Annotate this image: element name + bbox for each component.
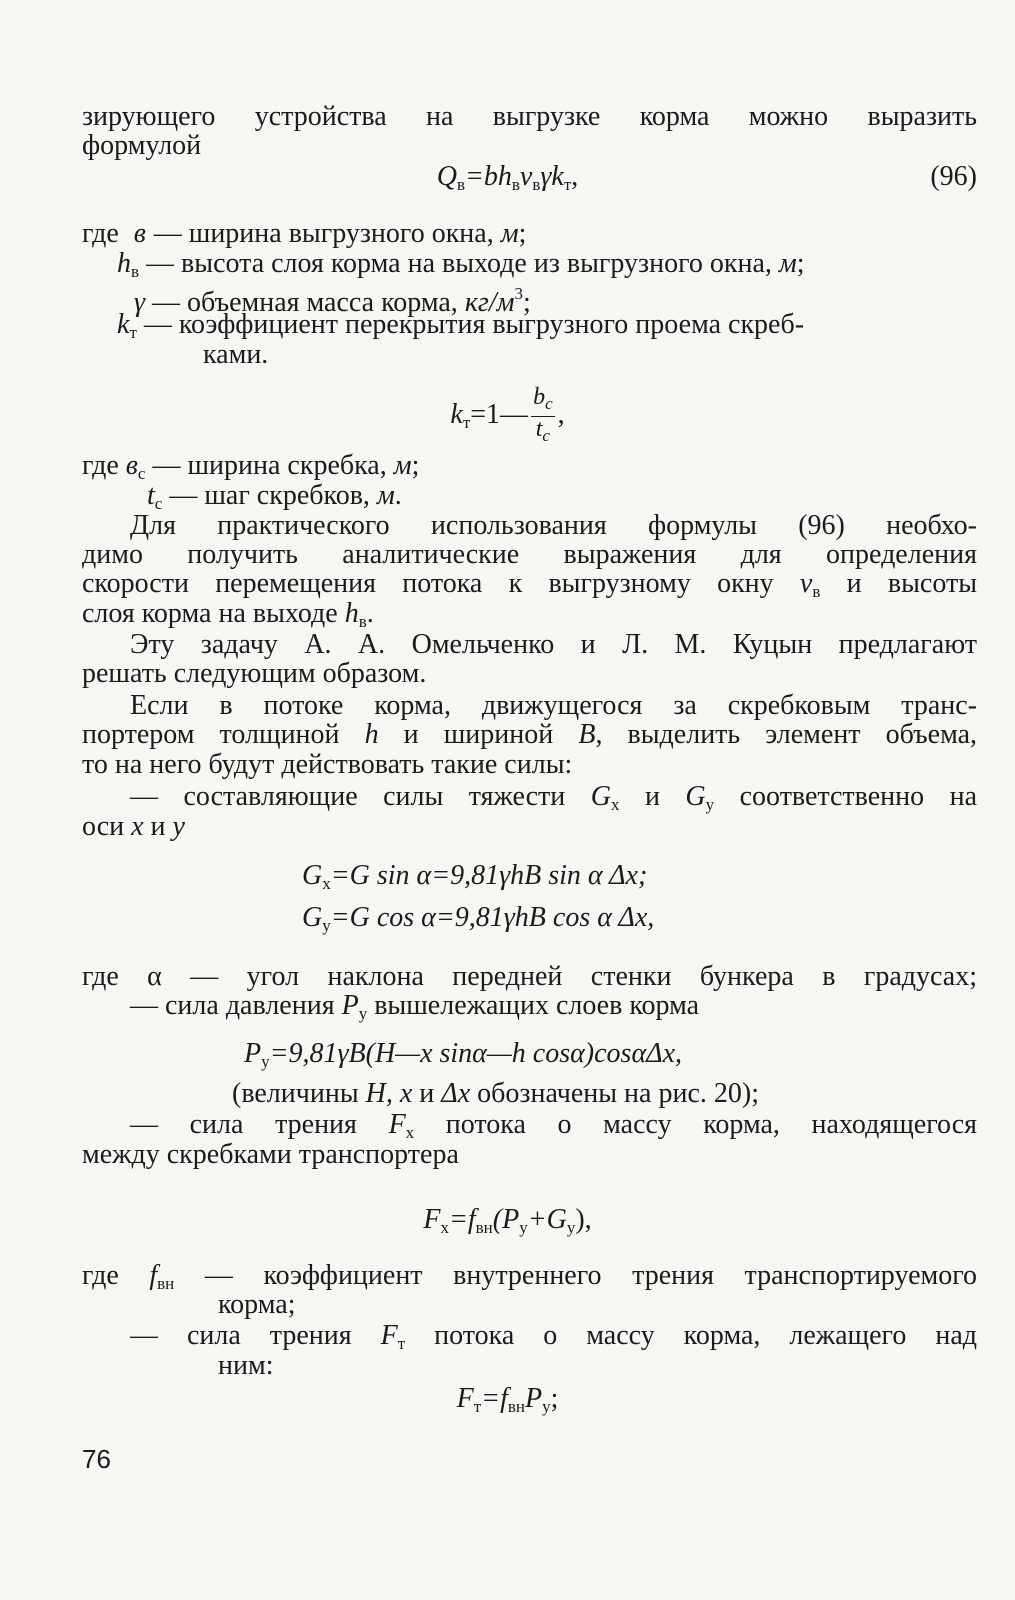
text-line: решать следующим образом. — [82, 658, 427, 689]
text-line: где $f_{вн}$ — коэффициент внутреннего трения транспортируемого — [82, 1260, 978, 1293]
text-line: оси x и y — [82, 811, 185, 842]
text-line: (величины H, x и Δx обозначены на рис. 20); — [232, 1078, 759, 1109]
text-line: формулой — [82, 130, 202, 161]
text-line: то на него будут действовать такие силы: — [82, 749, 573, 780]
text-line: — сила трения $F_т$ потока о массу корма, лежащего над — [130, 1320, 977, 1353]
text-line: Эту задачу А. А. Омельченко и Л. М. Куцын предлагают — [130, 629, 977, 660]
formula-96: $Q_в=bh_вv_в\gamma k_т$, (96) — [436, 161, 977, 194]
definition-line: $k_т$ — коэффициент перекрытия выгрузного проема скреб- — [117, 309, 805, 342]
text-line: слоя корма на выходе $h_в$. — [82, 598, 374, 631]
formula-ft: $F_т=f_{вн}P_y$; — [456, 1383, 559, 1416]
text-line: Если в потоке корма, движущегося за скребковым транс- — [130, 690, 977, 721]
definition-line: $t_c$ — шаг скребков, м. — [147, 480, 402, 513]
text-line: между скребками транспортера — [82, 1139, 459, 1170]
text-line: где α — угол наклона передней стенки бункера в градусах; — [82, 961, 977, 992]
text-line: скорости перемещения потока к выгрузному окну $v_в$ и высоты — [82, 568, 978, 601]
formula-py: $P_y=9,81\gamma B(H—x$ sinα—h cosα)cosαΔx, — [244, 1038, 683, 1071]
text-line: Для практического использования формулы (96) необхо- — [130, 510, 977, 541]
formula-gx: $G_x=G$ sin α=9,81γhB sin α Δx; — [302, 860, 648, 893]
text-line: корма; — [218, 1289, 296, 1320]
definition-line: ками. — [203, 339, 269, 370]
page-number: 76 — [82, 1444, 111, 1474]
text-line: — сила трения $F_x$ потока о массу корма, находящегося — [130, 1109, 978, 1142]
formula-kt: $k_т=1—$ $\frac{b_c}{t_c}$ , — [0, 385, 1015, 435]
text-line: портером толщиной h и шириной B, выделить элемент объема, — [82, 719, 978, 750]
formula-fx: $F_x=f_{вн}(P_y+G_y)$, — [423, 1204, 592, 1237]
text-line: — составляющие силы тяжести $G_x$ и $G_y$ соответственно на — [130, 781, 977, 814]
definition-line: где $в_c$ — ширина скребка, м; — [82, 450, 420, 483]
text-line: ним: — [218, 1350, 274, 1381]
text-line: — сила давления $P_y$ вышележащих слоев корма — [130, 990, 700, 1023]
text-line: димо получить аналитические выражения для определения — [82, 539, 977, 570]
fraction: $\frac{b_c}{t_c}$ — [533, 384, 553, 445]
definition-line: $h_в$ — высота слоя корма на выходе из выгрузного окна, м; — [117, 248, 805, 281]
text-line: зирующего устройства на выгрузке корма можно выразить — [82, 101, 977, 132]
equation-number: (96) — [930, 161, 977, 192]
definition-line: γ — объемная масса корма, $кг/м^3$; — [134, 284, 531, 318]
formula-gy: $G_y=G$ cos α=9,81γhB cos α Δx, — [302, 902, 655, 935]
definition-line: где в — ширина выгрузного окна, м; — [82, 218, 527, 249]
